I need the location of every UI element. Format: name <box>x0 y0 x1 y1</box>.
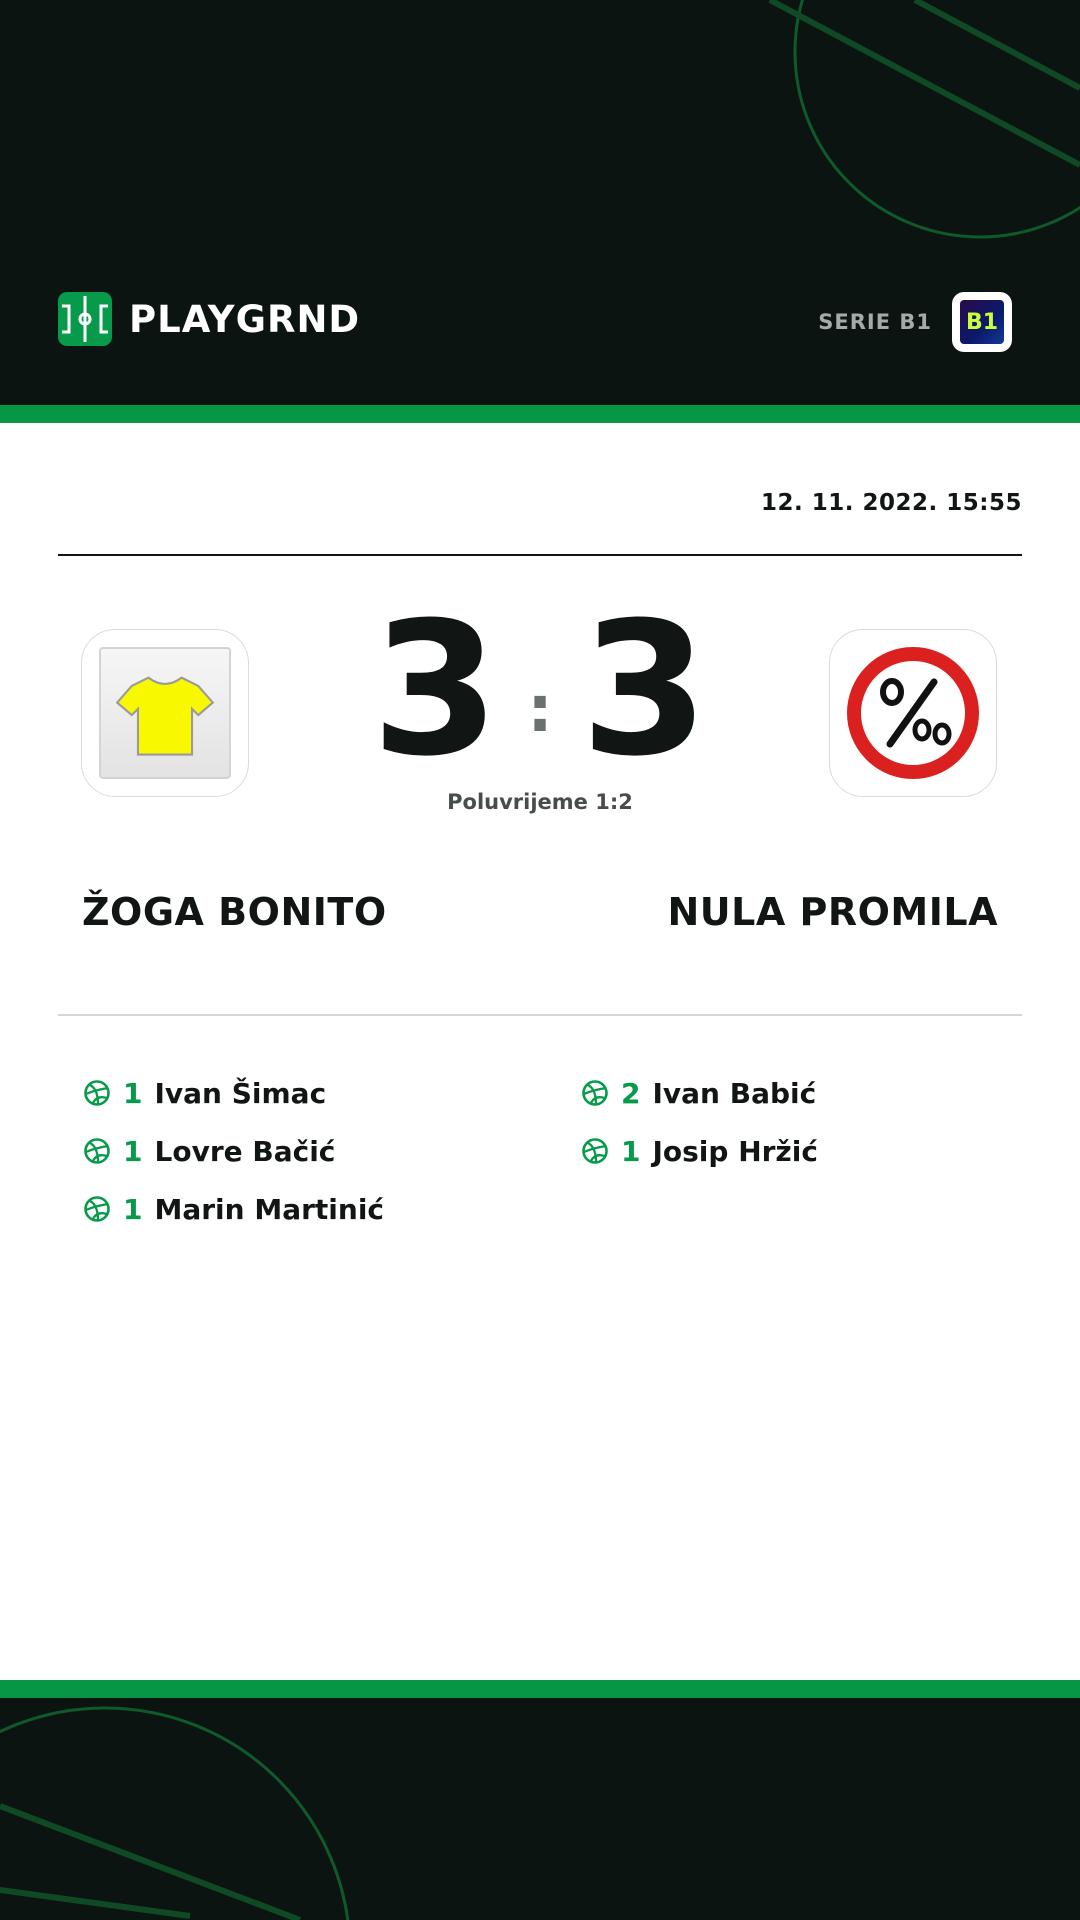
brand-name: PLAYGRND <box>129 297 361 341</box>
divider <box>58 1014 1022 1016</box>
halftime-score: Poluvrijeme 1:2 <box>447 790 633 814</box>
accent-stripe-bottom <box>0 1680 1080 1698</box>
ball-icon <box>83 1137 111 1165</box>
home-team-name: ŽOGA BONITO <box>82 890 387 934</box>
divider <box>58 554 1022 556</box>
scorer-item <box>83 1122 384 1180</box>
goal-count: 1 <box>123 1134 143 1168</box>
pitch-lines-decoration <box>0 1698 1080 1920</box>
match-datetime: 12. 11. 2022. 15:55 <box>761 490 1022 516</box>
league-badge-logo: B1 <box>960 300 1004 344</box>
header <box>0 0 1080 405</box>
league-badge <box>952 292 1012 352</box>
goal-count: 2 <box>621 1076 641 1110</box>
ball-icon <box>83 1195 111 1223</box>
scorer-item <box>83 1180 384 1238</box>
ball-icon <box>581 1137 609 1165</box>
away-team-name: NULA PROMILA <box>667 890 998 934</box>
scoreboard <box>0 583 1080 797</box>
accent-stripe-top <box>0 405 1080 423</box>
scorer-item <box>83 1064 384 1122</box>
league-name: SERIE B1 <box>818 310 932 334</box>
home-score: 3 <box>371 583 500 797</box>
league <box>818 292 1012 352</box>
scorer-name: Lovre Bačić <box>154 1134 336 1168</box>
ball-icon <box>83 1079 111 1107</box>
scorer-name: Ivan Babić <box>652 1076 817 1110</box>
away-score: 3 <box>580 583 709 797</box>
goal-count: 1 <box>123 1076 143 1110</box>
pitch-icon <box>58 292 112 346</box>
scorer-name: Marin Martinić <box>154 1192 385 1226</box>
scorer-item <box>581 1064 818 1122</box>
away-scorers-list <box>581 1064 818 1180</box>
scorer-item <box>581 1122 818 1180</box>
footer <box>0 1698 1080 1920</box>
goal-count: 1 <box>123 1192 143 1226</box>
home-scorers-list <box>83 1064 384 1238</box>
scorer-name: Ivan Šimac <box>154 1076 327 1110</box>
brand <box>58 292 360 346</box>
scorer-name: Josip Hržić <box>652 1134 818 1168</box>
goal-count: 1 <box>621 1134 641 1168</box>
ball-icon <box>581 1079 609 1107</box>
score-separator: : <box>527 673 553 747</box>
